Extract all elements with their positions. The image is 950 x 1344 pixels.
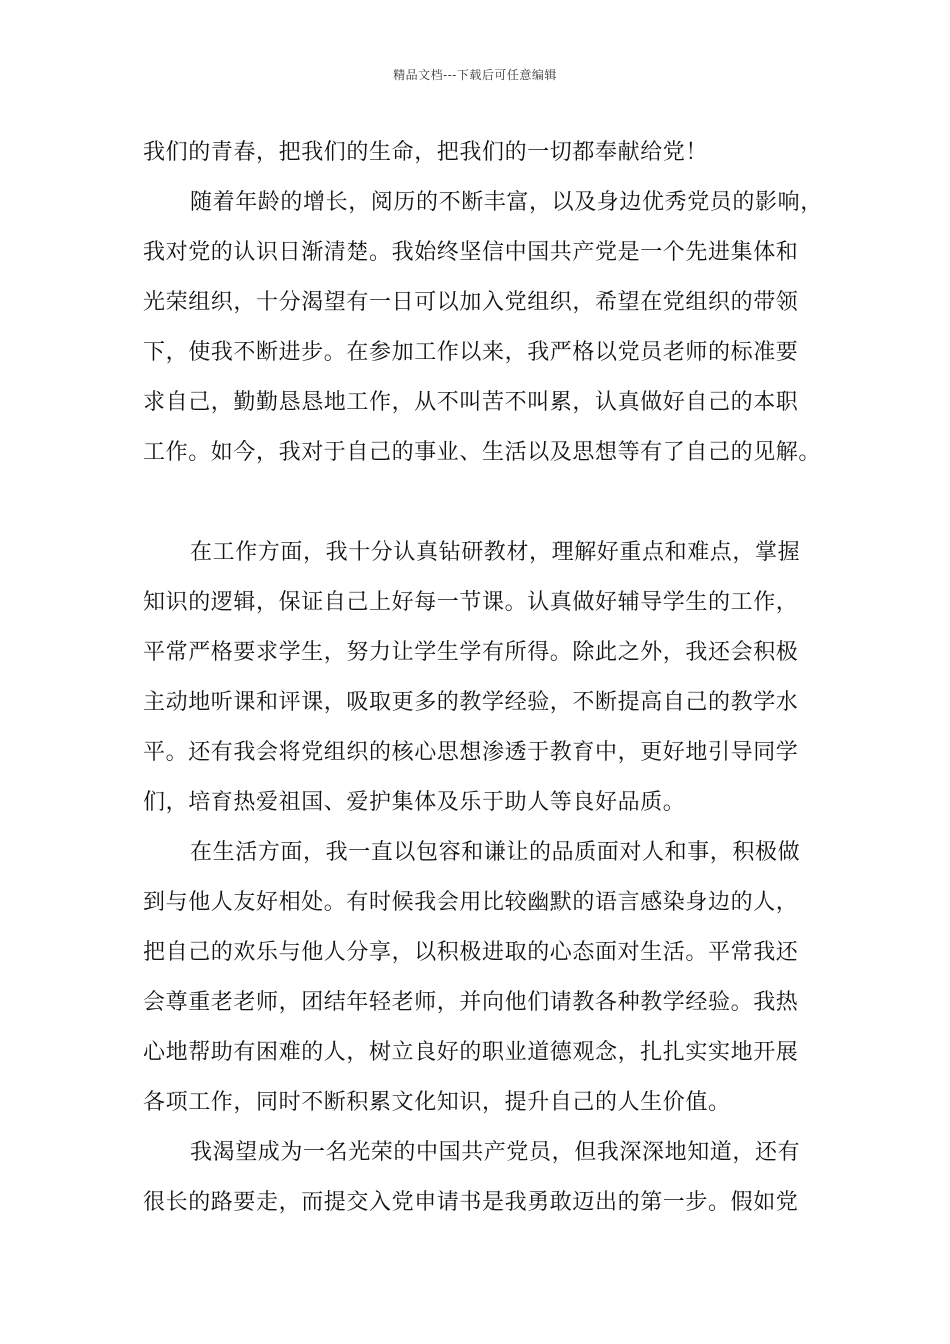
text-line: 下，使我不断进步。在参加工作以来，我严格以党员老师的标准要 — [143, 340, 799, 365]
text-line: 在工作方面，我十分认真钻研教材，理解好重点和难点，掌握 — [190, 540, 801, 565]
text-line: 到与他人友好相处。有时候我会用比较幽默的语言感染身边的人， — [143, 890, 799, 915]
paragraph — [143, 128, 818, 178]
text-line: 们，培育热爱祖国、爱护集体及乐于助人等良好品质。 — [143, 790, 686, 815]
text-line: 平常严格要求学生，努力让学生学有所得。除此之外，我还会积极 — [143, 640, 799, 665]
text-line: 光荣组织，十分渴望有一日可以加入党组织，希望在党组织的带领 — [143, 290, 799, 315]
text-line: 随着年龄的增长，阅历的不断丰富，以及身边优秀党员的影响， — [190, 190, 823, 215]
text-line: 把自己的欢乐与他人分享，以积极进取的心态面对生活。平常我还 — [143, 940, 799, 965]
paragraph — [143, 828, 818, 1128]
paragraph — [143, 1128, 818, 1228]
paragraph — [143, 528, 818, 828]
document-body — [143, 128, 823, 1228]
text-line: 我们的青春，把我们的生命，把我们的一切都奉献给党！ — [143, 140, 709, 165]
text-line: 各项工作，同时不断积累文化知识，提升自己的人生价值。 — [143, 1090, 731, 1115]
text-line: 很长的路要走，而提交入党申请书是我勇敢迈出的第一步。假如党 — [143, 1190, 799, 1215]
text-line: 我渴望成为一名光荣的中国共产党员，但我深深地知道，还有 — [190, 1140, 801, 1165]
text-line: 平。还有我会将党组织的核心思想渗透于教育中，更好地引导同学 — [143, 740, 799, 765]
text-line: 求自己，勤勤恳恳地工作，从不叫苦不叫累，认真做好自己的本职 — [143, 390, 799, 415]
text-line: 在生活方面，我一直以包容和谦让的品质面对人和事，积极做 — [190, 840, 801, 865]
text-line: 心地帮助有困难的人，树立良好的职业道德观念，扎扎实实地开展 — [143, 1040, 799, 1065]
text-line: 主动地听课和评课，吸取更多的教学经验，不断提高自己的教学水 — [143, 690, 799, 715]
page-header: 精品文档---下载后可任意编辑 — [393, 68, 557, 82]
text-line: 工作。如今，我对于自己的事业、生活以及思想等有了自己的见解。 — [143, 440, 822, 465]
paragraph-gap — [143, 478, 818, 528]
text-line: 我对党的认识日渐清楚。我始终坚信中国共产党是一个先进集体和 — [143, 240, 799, 265]
paragraph — [143, 178, 823, 478]
text-line: 会尊重老老师，团结年轻老师，并向他们请教各种教学经验。我热 — [143, 990, 799, 1015]
text-line: 知识的逻辑，保证自己上好每一节课。认真做好辅导学生的工作， — [143, 590, 799, 615]
